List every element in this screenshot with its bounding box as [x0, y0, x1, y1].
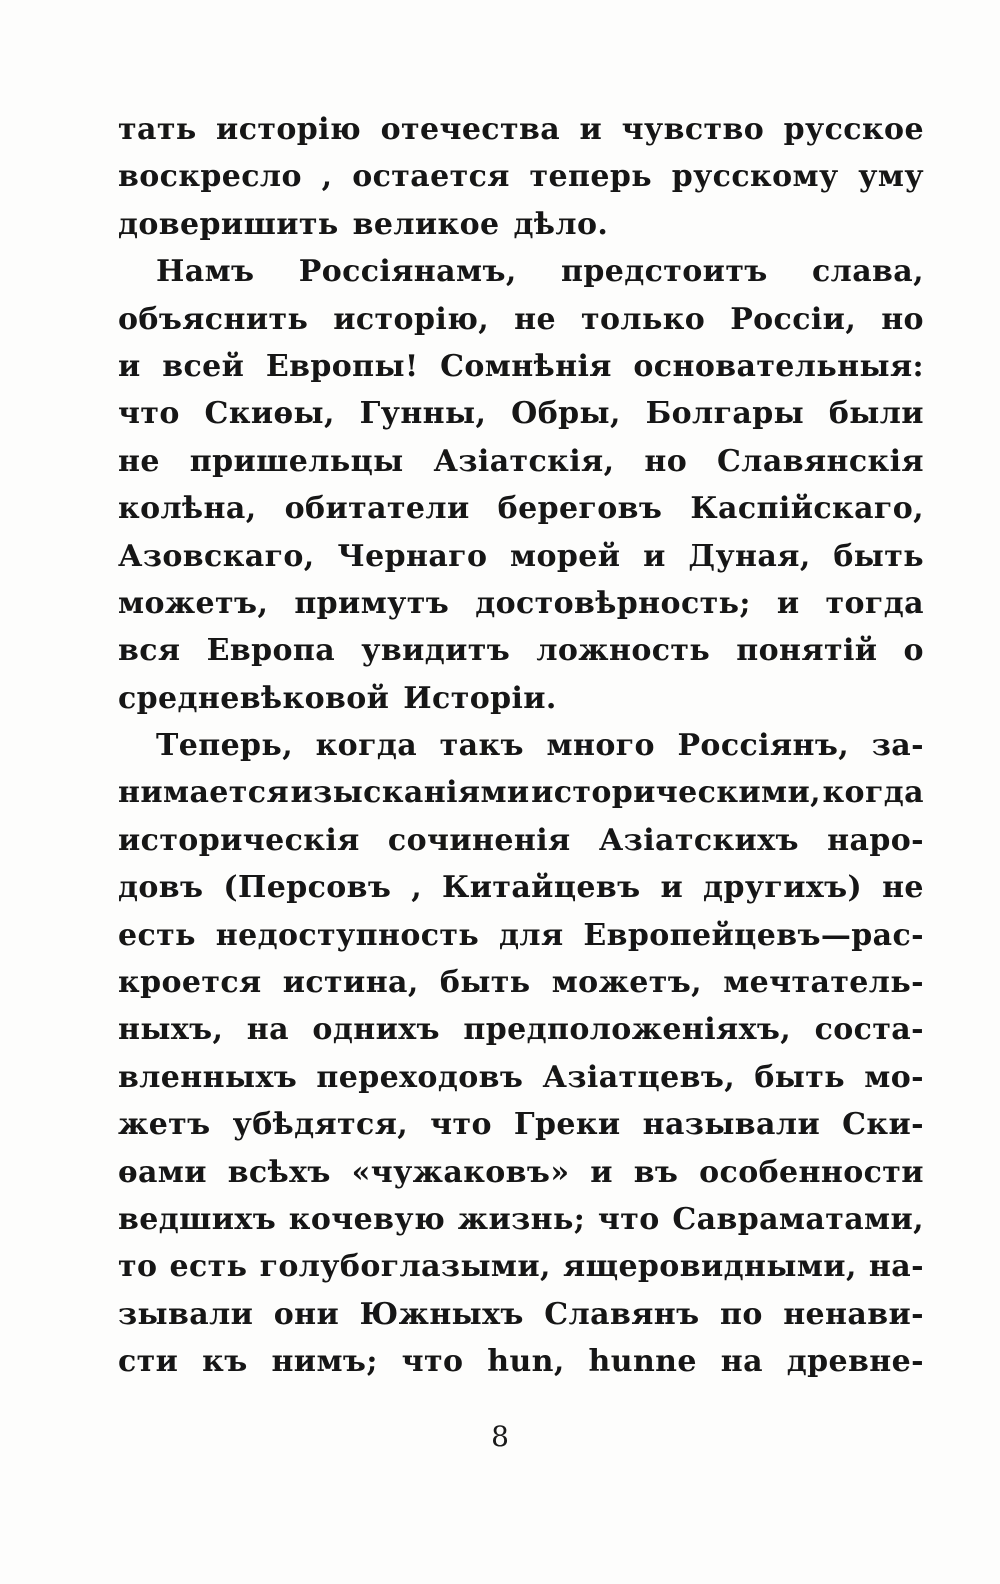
word: Россіянамъ, — [298, 254, 517, 290]
word: что — [118, 396, 180, 432]
word: Славянскія — [717, 443, 924, 479]
word: много — [546, 728, 655, 764]
word: уму — [858, 159, 924, 195]
text-line — [118, 864, 924, 911]
word: что — [597, 1201, 660, 1237]
word: пришельцы — [189, 443, 404, 479]
word: то — [118, 1249, 158, 1285]
text-line — [118, 106, 924, 153]
word: воскресло — [118, 159, 302, 195]
word: основательныя: — [633, 348, 924, 384]
word: не — [882, 870, 924, 906]
word: Каспійскаго, — [690, 491, 924, 527]
word: только — [581, 301, 706, 337]
word: Намъ — [156, 254, 255, 290]
word: Азовскаго, — [118, 538, 315, 574]
word: вся — [118, 633, 181, 669]
word: обитатели — [284, 491, 470, 527]
word: Обры, — [511, 396, 621, 432]
word: кочевую — [288, 1201, 446, 1237]
word: Дуная, — [688, 538, 811, 574]
word: Европа — [206, 633, 336, 669]
word: тогда — [825, 585, 924, 621]
word: Теперь, — [156, 728, 294, 764]
text-line — [118, 912, 924, 959]
word: есть — [169, 1249, 248, 1285]
word: называли — [642, 1107, 821, 1143]
paragraph — [118, 722, 924, 1385]
word: когда — [315, 728, 418, 764]
word: зывали — [118, 1296, 254, 1332]
word: за- — [871, 728, 924, 764]
text-line — [118, 1054, 924, 1101]
word: быть — [833, 538, 924, 574]
word: соста- — [814, 1012, 924, 1048]
word: ящеровидными, — [563, 1249, 857, 1285]
word: и — [660, 870, 684, 906]
word: всей — [162, 348, 245, 384]
word: что — [401, 1344, 464, 1380]
word: Болгары — [645, 396, 805, 432]
word: тать — [118, 112, 197, 147]
text-line — [118, 722, 924, 769]
word: исторію — [216, 112, 362, 147]
word: недоступность — [215, 917, 480, 953]
paragraph — [118, 106, 924, 248]
word: береговъ — [497, 491, 663, 527]
text-line — [118, 248, 924, 295]
text-line — [118, 296, 924, 343]
word: но — [644, 443, 688, 479]
word: они — [273, 1296, 340, 1332]
word: предстоитъ — [560, 254, 768, 290]
word: русскому — [671, 159, 839, 195]
word: hun, — [487, 1344, 565, 1380]
text-line — [118, 390, 924, 437]
word: Греки — [513, 1107, 621, 1143]
word: что — [430, 1107, 492, 1143]
word: не — [514, 301, 556, 337]
word: однихъ — [312, 1012, 440, 1048]
word: Азіатскія, — [433, 443, 615, 479]
word: Россіянъ, — [677, 728, 850, 764]
text-line — [118, 769, 924, 816]
body-text — [118, 106, 924, 1386]
text-line — [118, 959, 924, 1006]
word: достовѣрность; — [475, 585, 751, 621]
word: историческія — [118, 822, 360, 858]
word: Китайцевъ — [442, 870, 641, 906]
text-line — [118, 817, 924, 864]
word: предположеніяхъ, — [463, 1012, 792, 1048]
word: доверишить — [118, 206, 339, 242]
word: дѣло. — [513, 206, 609, 242]
word: жизнь; — [457, 1201, 586, 1237]
word: нимается — [118, 775, 290, 811]
word: и — [590, 1154, 613, 1190]
word: были — [828, 396, 924, 432]
word: Азіатскихъ — [598, 822, 799, 858]
word: быть — [439, 965, 531, 1001]
word: ложность — [536, 633, 711, 669]
word: въ — [633, 1154, 679, 1190]
word: и — [579, 112, 603, 147]
word: на- — [868, 1249, 924, 1285]
word: есть — [118, 917, 196, 953]
word: , — [321, 159, 333, 195]
word: другихъ) — [703, 870, 863, 906]
text-line — [118, 485, 924, 532]
word: понятій — [736, 633, 878, 669]
word: исторію, — [333, 301, 490, 337]
word: къ — [202, 1344, 248, 1380]
word: для — [499, 917, 564, 953]
paragraph — [118, 248, 924, 722]
word: сочиненія — [387, 822, 571, 858]
word: можетъ, — [118, 585, 269, 621]
word: можетъ, — [551, 965, 703, 1001]
word: Ски- — [842, 1107, 924, 1143]
text-line — [118, 1149, 924, 1196]
word: мо- — [864, 1059, 924, 1095]
word: Европейцевъ—рас- — [583, 917, 924, 953]
word: и — [643, 538, 666, 574]
word: особенности — [699, 1154, 924, 1190]
text-line — [118, 343, 924, 390]
word: Европы! — [265, 348, 419, 384]
word: средневѣковой — [118, 680, 390, 716]
word: русское — [783, 112, 924, 147]
text-line — [118, 533, 924, 580]
word: жетъ — [118, 1107, 211, 1143]
word: переходовъ — [316, 1059, 524, 1095]
text-line — [118, 627, 924, 674]
word: Чернаго — [337, 538, 488, 574]
word: слава, — [811, 254, 924, 290]
word: о — [903, 633, 924, 669]
word: кроется — [118, 965, 262, 1001]
word: такъ — [439, 728, 524, 764]
text-line — [118, 1101, 924, 1148]
word: ѳами — [118, 1154, 207, 1190]
word: Исторіи. — [403, 680, 557, 716]
word: Скиѳы, — [204, 396, 335, 432]
word: на — [246, 1012, 289, 1048]
text-line — [118, 1006, 924, 1053]
word: нимъ; — [271, 1344, 378, 1380]
word: ненави- — [783, 1296, 924, 1332]
word: «чужаковъ» — [351, 1154, 570, 1190]
text-line — [118, 675, 924, 722]
word: убѣдятся, — [232, 1107, 409, 1143]
word: на — [720, 1344, 763, 1380]
word: Гунны, — [359, 396, 487, 432]
word: ныхъ, — [118, 1012, 224, 1048]
word: быть — [754, 1059, 845, 1095]
word: Россіи, — [730, 301, 857, 337]
word: древне- — [786, 1344, 924, 1380]
text-line — [118, 153, 924, 200]
word: и — [118, 348, 141, 384]
word: отечества — [380, 112, 561, 147]
word: теперь — [529, 159, 652, 195]
word: , — [411, 870, 423, 906]
word: Азіатцевъ, — [542, 1059, 736, 1095]
word: hunne — [588, 1344, 697, 1380]
word: довъ — [118, 870, 204, 906]
word: истина, — [282, 965, 419, 1001]
word: Савраматами, — [672, 1201, 924, 1237]
word: Сомнѣнія — [440, 348, 612, 384]
word: и — [776, 585, 800, 621]
word: чувство — [621, 112, 765, 147]
text-line — [118, 438, 924, 485]
text-line — [118, 1196, 924, 1243]
word: Славянъ — [544, 1296, 700, 1332]
word: не — [118, 443, 160, 479]
word: морей — [510, 538, 621, 574]
text-line — [118, 1291, 924, 1338]
word: (Персовъ — [223, 870, 392, 906]
word: когда — [822, 775, 924, 811]
word: наро- — [827, 822, 924, 858]
word: объяснить — [118, 301, 309, 337]
page-number: 8 — [491, 1420, 509, 1453]
word: сти — [118, 1344, 179, 1380]
word: увидитъ — [361, 633, 511, 669]
word: по — [719, 1296, 763, 1332]
word: изысканіями — [290, 775, 530, 811]
text-line — [118, 580, 924, 627]
word: всѣхъ — [227, 1154, 331, 1190]
word: мечтатель- — [723, 965, 924, 1001]
word: остается — [352, 159, 510, 195]
text-line — [118, 201, 924, 248]
word: но — [881, 301, 924, 337]
word: великое — [352, 206, 500, 242]
word: голубоглазыми, — [259, 1249, 551, 1285]
text-line — [118, 1243, 924, 1290]
word: вленныхъ — [118, 1059, 298, 1095]
text-line — [118, 1338, 924, 1385]
word: Южныхъ — [359, 1296, 524, 1332]
word: колѣна, — [118, 491, 257, 527]
word: историческими, — [531, 775, 821, 811]
word: примутъ — [294, 585, 450, 621]
word: ведшихъ — [118, 1201, 277, 1237]
